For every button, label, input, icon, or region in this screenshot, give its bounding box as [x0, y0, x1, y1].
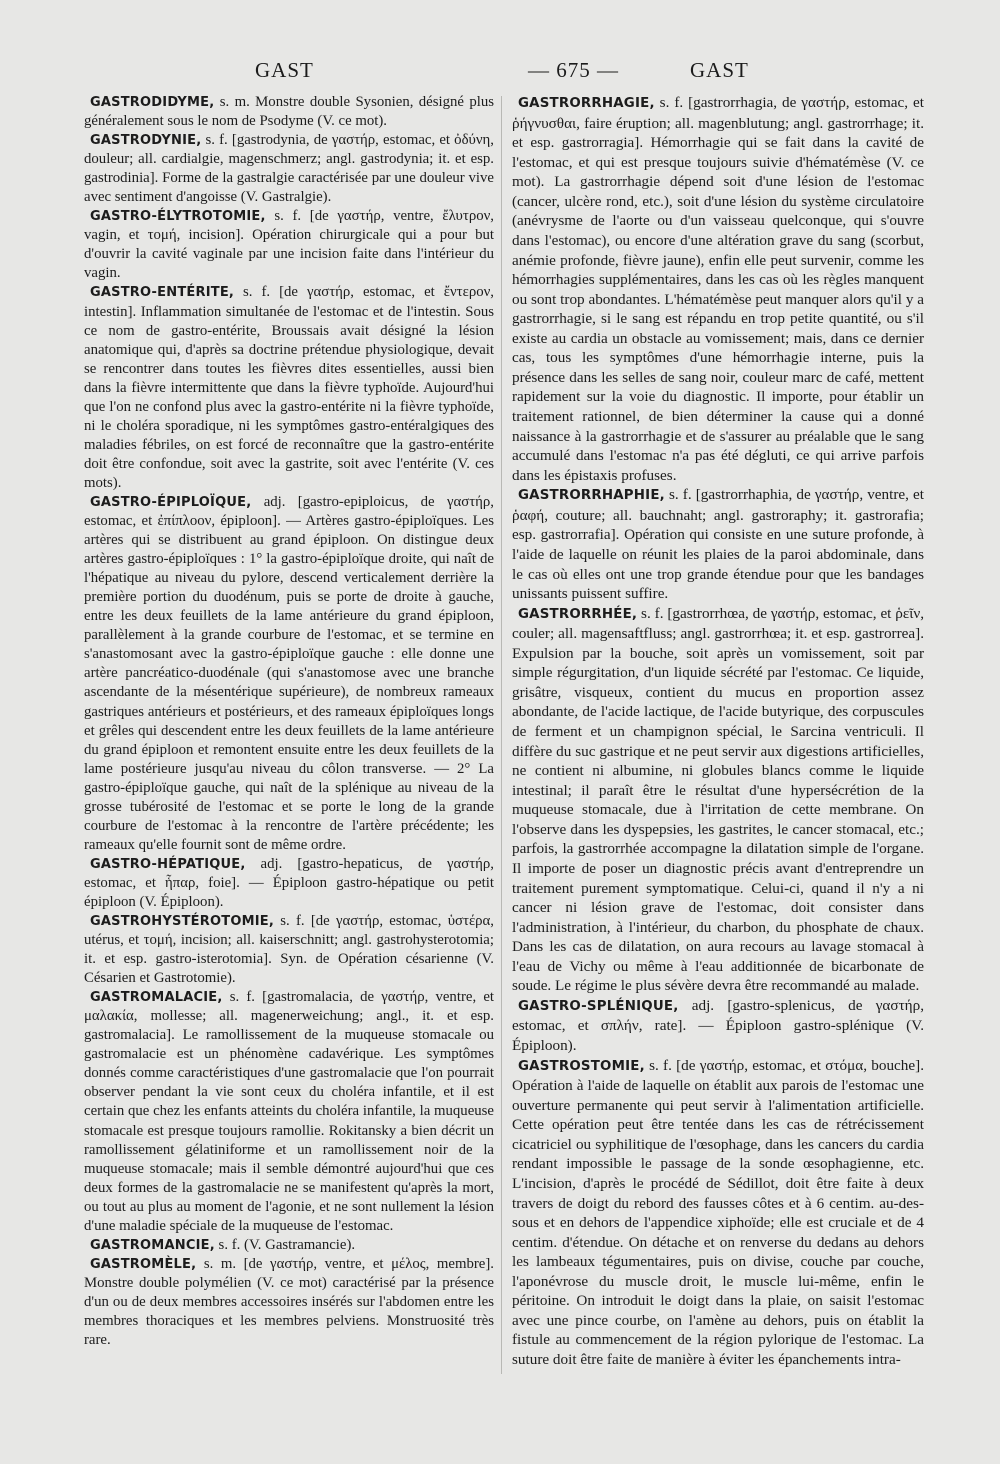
- entry-headword: GASTRO-ÉLYTROTOMIE,: [90, 209, 266, 225]
- column-divider: [501, 96, 502, 1374]
- entry-headword: GASTRORRHAPHIE,: [518, 488, 665, 504]
- dictionary-entry: [84, 855, 494, 912]
- entry-definition: s. f. [gastrorrhœa, de γαστήρ, estomac, et ῥεῖν, couler; all. magensaftfluss; angl. gastrorrhœa; it. et esp. gastrorrea]. Expulsion par la bouche, soit après un vomissement, soit par simple régurgitation, d'un liquide sécrété par l'estomac. Ce liquide, grisâtre, visqueux, contient du mucus en proportion assez abondante, de l'acide lactique, de l'acide butyrique, des corpuscules de ferment et un champignon spécial, le Sarcina ventriculi. Il diffère du suc gastrique et ne peut servir aux digestions artificielles, ne contient ni albumine, ni globules blancs comme le liquide intestinal; il paraît être le résultat d'une hypersécrétion de la muqueuse stomacale, due à l'irritation de cette membrane. On l'observe dans les dyspepsies, les gastrites, le cancer stomacal, etc.; parfois, la gastrorrhée accompagne la dilatation simple de l'organe. Il importe de poser un diagnostic précis avant d'entreprendre un traitement purement symptomatique. Celui-ci, quand il n'y a ni cancer ni lésion grave de l'estomac, doit consister dans l'administration, à l'intérieur, du charbon, du phosphate de chaux. Dans les cas de dilatation, on aura recours au lavage stomacal à l'eau de Vichy ou même à l'eau additionnée de bicarbonate de soude. Le régime le plus sévère devra être recommandé au malade.: [512, 604, 924, 995]
- entry-definition: s. f. (V. Gastramancie).: [214, 1236, 356, 1253]
- entry-headword: GASTRO-SPLÉNIQUE,: [518, 998, 679, 1014]
- dictionary-entry: [84, 207, 494, 283]
- dictionary-entry: [512, 93, 924, 485]
- entry-definition: adj. [gastro-epiploicus, de γαστήρ, estomac, et ἐπίπλοον, épiploon]. — Artères gastro-épiploïques. Les artères qui se distribuent au grand épiploon. On distingue deux artères gastro-épiploïques : 1° la gastro-épiploïque droite, qui naît de l'hépatique au niveau du pylore, descend verticalement derrière la première portion du duodénum, puis se porte de droite à gauche, entre les deux feuillets de la lame antérieure du grand épiploon, parallèlement à la grande courbure de l'estomac, et se termine en s'anastomosant avec la gastro-épiploïque gauche : elle donne une artère pancréatico-duodénale (qui s'anastomose avec une branche ascendante de la mésentérique supérieure), de nombreux rameaux gastriques antérieurs et postérieurs, et des rameaux épiploïques longs et grêles qui descendent entre les deux feuillets de la lame antérieure du grand épiploon et remontent ensuite entre les deux feuillets de la lame postérieure jusqu'au niveau du côlon transverse. — 2° La gastro-épiploïque gauche, qui naît de la splénique au niveau de la grosse tubérosité de l'estomac et se porte le long de la grande courbure de l'estomac à la rencontre de l'artère précédente; les rameaux qu'elle fournit sont de même ordre.: [84, 493, 494, 853]
- dictionary-entry: [84, 493, 494, 855]
- dictionary-entry: [84, 912, 494, 988]
- dictionary-entry: [84, 988, 494, 1236]
- entry-definition: s. f. [gastrorrhaphia, de γαστήρ, ventre, et ῥαφή, couture; all. bauchnaht; angl. gastroraphy; it. gastrorafia; esp. gastrorrafia]. Opération qui consiste en une suture profonde, à l'aide de laquelle on réunit les plaies de la paroi abdominale, dans le cas où elles ont une trop grande étendue pour que les bandages unissants puissent suffire.: [512, 486, 924, 603]
- dictionary-entry: [84, 283, 494, 493]
- dictionary-entry: [512, 996, 924, 1056]
- entry-headword: GASTRO-HÉPATIQUE,: [90, 856, 246, 872]
- entry-definition: s. f. [de γαστήρ, estomac, et στόμα, bouche]. Opération à l'aide de laquelle on établit aux parois de l'estomac une ouverture permanente qui peut servir à l'alimentation artificielle. Cette opération peut être tentée dans les cas de rétrécissement cicatriciel ou syphilitique de l'œsophage, dans les cancers du cardia rendant impossible le passage de la sonde œsophagienne, etc. L'incision, d'après le procédé de Sédillot, doit être faite à deux travers de doigt du rebord des fausses côtes et à 6 centim. au-dessous et en dehors de l'appendice xiphoïde; elle est cruciale et de 4 centim. d'étendue. On détache et on renverse du dedans au dehors les lambeaux tégumentaires, puis on divise, couche par couche, l'aponévrose du muscle droit, le muscle lui-même, enfin le péritoine. On introduit le doigt dans la plaie, on saisit l'estomac avec une pince courbe, on l'amène au dehors, puis on établit la fistule au commencement de la région pylorique de l'estomac. La suture doit être faite de manière à éviter les épanchements intra-: [512, 1056, 924, 1368]
- entry-headword: GASTROHYSTÉROTOMIE,: [90, 914, 275, 930]
- entry-definition: adj. [gastro-splenicus, de γαστήρ, estomac, et σπλήν, rate]. — Épiploon gastro-splénique (V. Épiploon).: [512, 996, 924, 1054]
- entry-headword: GASTRODIDYME,: [90, 95, 215, 110]
- dictionary-entry: [84, 1255, 494, 1350]
- entry-headword: GASTRO-ÉPIPLOÏQUE,: [90, 494, 252, 510]
- entry-headword: GASTRORRHÉE,: [518, 606, 638, 622]
- dictionary-entry: [512, 1056, 924, 1370]
- entry-headword: GASTRO-ENTÉRITE,: [90, 285, 235, 301]
- running-header: [80, 58, 920, 88]
- entry-headword: GASTROMALACIE,: [90, 990, 223, 1006]
- entry-definition: s. f. [gastrorrhagia, de γαστήρ, estomac, et ῥήγνυσθαι, faire éruption; all. magenblutung; angl. gastrorrhage; it. et esp. gastrorragia]. Hémorrhagie qui se fait dans la cavité de l'estomac, et qui est presque toujours suivie d'hématémèse (V. ce mot). La gastrorrhagie dépend soit d'une lésion de l'estomac (cancer, ulcère rond, etc.), soit d'une lésion du système circulatoire (anévrysme de l'aorte ou d'un vaisseau quelconque, qui s'ouvre dans l'estomac), ou encore d'une altération grave du sang (scorbut, anémie profonde, fièvre jaune), enfin elle peut survenir, comme les hémorrhagies supplémentaires, dans les cas où les règles manquent ou sont trop abondantes. L'hématémèse peut manquer alors qu'il y a gastrorrhagie, si le sang est répandu en trop petite quantité, ou s'il existe au cardia un obstacle au vomissement; mais, dans ce dernier cas, tous les symptômes d'une hémorrhagie interne, puis la présence dans les selles de sang noir, couleur marc de café, mettent rapidement sur la voie du diagnostic. Il importe, pour établir un traitement rationnel, de bien déterminer la cause qui a donné naissance à la gastrorrhagie et de s'assurer au préalable que le sang accumulé dans l'estomac n'a pas été dégluti, ce qui arrive parfois dans les épistaxis profuses.: [512, 94, 924, 484]
- entry-definition: s. m. [de γαστήρ, ventre, et μέλος, membre]. Monstre double polymélien (V. ce mot) caractérisé par la présence d'un ou de deux membres accessoires insérés sur l'abdomen entre les membres thoraciques et les membres pelviens. Monstruosité très rare.: [84, 1255, 494, 1349]
- dictionary-entry: [512, 485, 924, 603]
- dictionary-entry: [84, 1236, 494, 1255]
- entry-definition: adj. [gastro-hepaticus, de γαστήρ, estomac, et ἧπαρ, foie]. — Épiploon gastro-hépatique ou petit épiploon (V. Épiploon).: [84, 855, 494, 910]
- entry-definition: s. f. [de γαστήρ, estomac, et ἔντερον, intestin]. Inflammation simultanée de l'estomac et de l'intestin. Sous ce nom de gastro-entérite, Broussais avait désigné la lésion anatomique qui, d'après sa doctrine prétendue physiologique, devait se rencontrer dans toutes les fièvres dites essentielles, aussi bien dans la fièvre intermittente que dans la fièvre typhoïde. Aujourd'hui que l'on ne confond plus avec la gastro-entérite ni la fièvre typhoïde, ni le choléra sporadique, ni les symptômes gastro-entéralgiques des maladies fébriles, on est forcé de reconnaître que la gastro-entérite doit être confondue, soit avec la gastrite, soit avec l'entérite (V. ces mots).: [84, 284, 494, 491]
- entry-definition: s. f. [gastrodynia, de γαστήρ, estomac, et ὀδύνη, douleur; all. cardialgie, magenschmerz; angl. gastrodynia; it. et esp. gastrodinia]. Forme de la gastralgie caractérisée par une douleur vive avec sentiment d'angoisse (V. Gastralgie).: [84, 132, 494, 206]
- entry-headword: GASTROMANCIE,: [90, 1237, 215, 1253]
- entry-definition: s. m. Monstre double Sysonien, désigné plus généralement sous le nom de Psodyme (V. ce mot).: [84, 94, 494, 130]
- right-column: [512, 93, 924, 1370]
- entry-headword: GASTROSTOMIE,: [518, 1058, 645, 1074]
- dictionary-entry: [84, 93, 494, 131]
- running-head-right: GAST: [690, 58, 749, 82]
- dictionary-entry: [512, 604, 924, 996]
- page-number: — 675 —: [528, 58, 619, 82]
- entry-headword: GASTRORRHAGIE,: [518, 96, 655, 111]
- left-column: [84, 93, 494, 1350]
- entry-definition: s. f. [de γαστήρ, ventre, ἔλυτρον, vagin, et τομή, incision]. Opération chirurgicale qui a pour but d'ouvrir la cavité vaginale par une incision faite dans l'intérieur du vagin.: [84, 208, 494, 282]
- entry-definition: s. f. [de γαστήρ, estomac, ὑστέρα, utérus, et τομή, incision; all. kaiserschnitt; angl. gastrohysterotomia; it. et esp. gastro-isterotomia]. Syn. de Opération césarienne (V. Césarien et Gastrotomie).: [84, 913, 494, 987]
- entry-headword: GASTROMÈLE,: [90, 1256, 197, 1272]
- entry-headword: GASTRODYNIE,: [90, 133, 202, 149]
- running-head-left: GAST: [255, 58, 314, 82]
- entry-definition: s. f. [gastromalacia, de γαστήρ, ventre, et μαλακία, mollesse; all. magenerweichung; angl., it. et esp. gastromalacia]. Le ramollissement de la muqueuse stomacale ou gastromalacie est un phénomène cadavérique. Les symptômes donnés comme caractéristiques d'une gastromalacie que l'on pourrait observer pendant la vie sont ceux du choléra infantile, et il est certain que chez les enfants atteints du choléra infantile, la muqueuse stomacale est presque toujours ramollie. Rokitansky a bien décrit un ramollissement gélatiniforme et un ramollissement noir de la muqueuse stomacale; mais il semble démontré aujourd'hui que ces deux formes de la gastromalacie ne se manifestent qu'après la mort, ou tout au plus au moment de l'agonie, et ne sont nullement la lésion d'une maladie spéciale de la muqueuse de l'estomac.: [84, 989, 494, 1234]
- dictionary-entry: [84, 131, 494, 207]
